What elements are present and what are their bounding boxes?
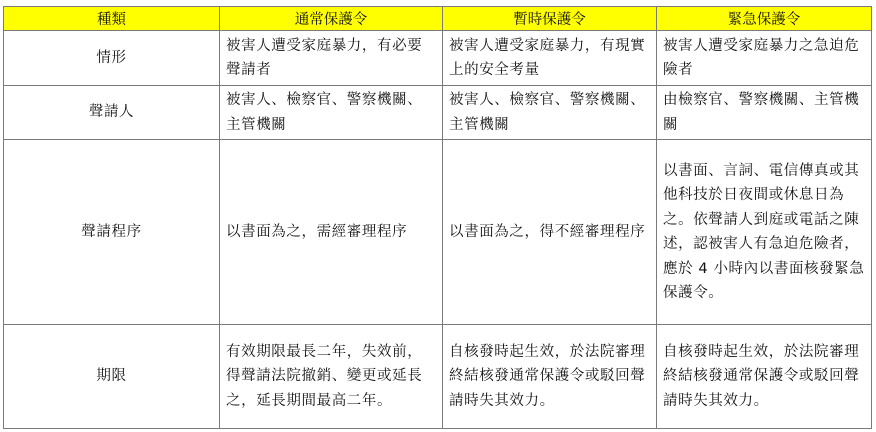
table-cell: 被害人、檢察官、警察機關、主管機關 (220, 86, 443, 140)
table-cell: 有效期限最長二年，失效前，得聲請法院撤銷、變更或延長之，延長期間最高二年。 (220, 325, 443, 429)
table-cell: 以書面為之，得不經審理程序 (443, 140, 657, 325)
table-cell: 被害人遭受家庭暴力之急迫危險者 (657, 31, 872, 86)
table-row (4, 31, 872, 86)
header-regular-order: 通常保護令 (220, 7, 443, 31)
table-cell: 由檢察官、警察機關、主管機關 (657, 86, 872, 140)
row-label-duration: 期限 (4, 325, 220, 429)
table-cell: 自核發時起生效，於法院審理終結核發通常保護令或駁回聲請時失其效力。 (443, 325, 657, 429)
table-row (4, 140, 872, 325)
table-cell: 以書面、言詞、電信傳真或其他科技於日夜間或休息日為之。依聲請人到庭或電話之陳述，認被害人有急迫危險者，應於 4 小時內以書面核發緊急保護令。 (657, 140, 872, 325)
table-cell: 以書面為之，需經審理程序 (220, 140, 443, 325)
header-type: 種類 (4, 7, 220, 31)
table-row (4, 325, 872, 429)
row-label-procedure: 聲請程序 (4, 140, 220, 325)
table-row (4, 86, 872, 140)
header-row (4, 7, 872, 31)
table-cell: 被害人遭受家庭暴力，有必要聲請者 (220, 31, 443, 86)
protection-order-table (3, 6, 872, 429)
header-emergency-order: 緊急保護令 (657, 7, 872, 31)
row-label-applicant: 聲請人 (4, 86, 220, 140)
table-cell: 被害人遭受家庭暴力，有現實上的安全考量 (443, 31, 657, 86)
table-cell: 被害人、檢察官、警察機關、主管機關 (443, 86, 657, 140)
row-label-situation: 情形 (4, 31, 220, 86)
table-cell: 自核發時起生效，於法院審理終結核發通常保護令或駁回聲請時失其效力。 (657, 325, 872, 429)
header-temporary-order: 暫時保護令 (443, 7, 657, 31)
